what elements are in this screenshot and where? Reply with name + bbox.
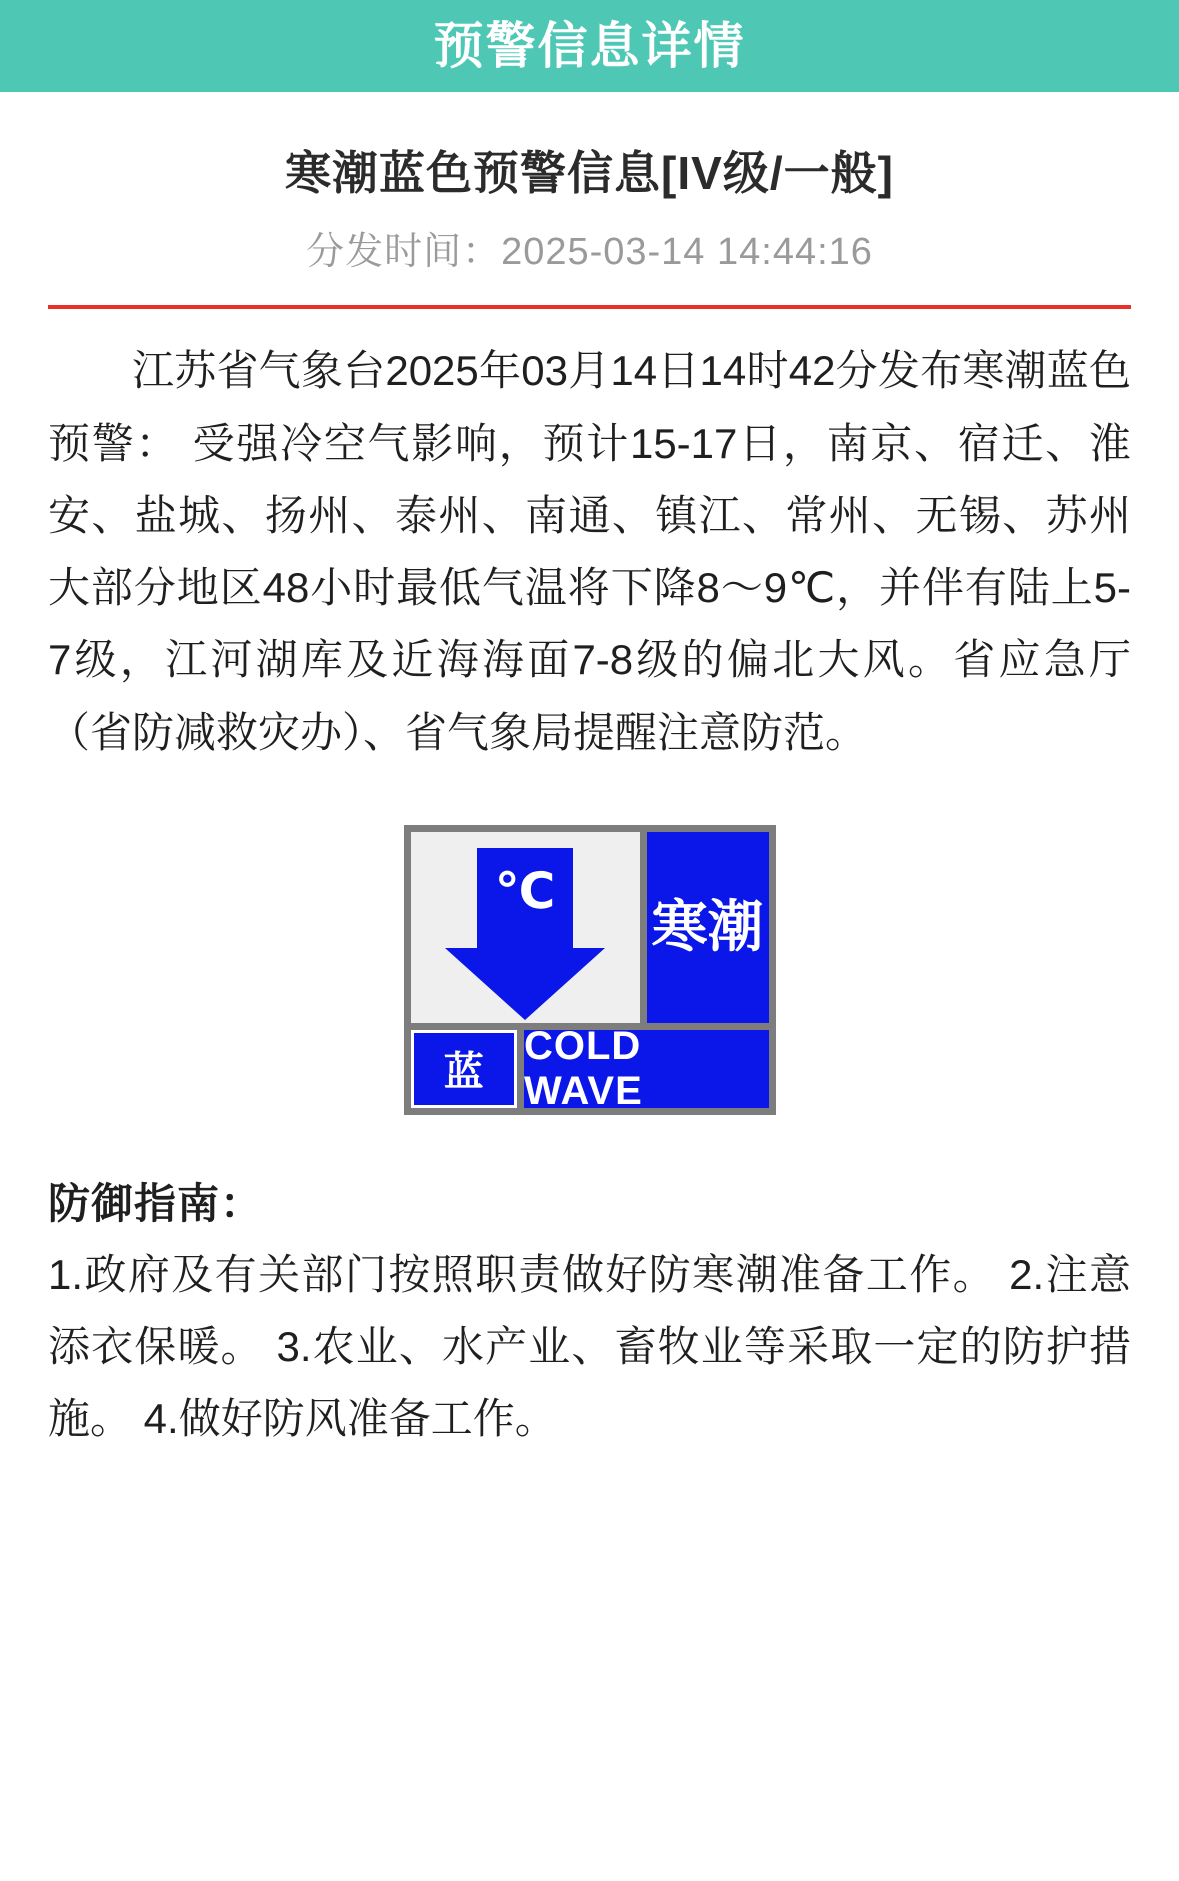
divider — [48, 305, 1131, 309]
arrow-head — [445, 948, 605, 1020]
page-title: 预警信息详情 — [433, 18, 746, 74]
sign-level-label: 蓝 — [411, 1030, 517, 1108]
cold-wave-warning-sign — [48, 825, 1131, 1115]
alert-detail-content — [0, 144, 1179, 1496]
warning-sign-bottom-row — [411, 1023, 769, 1113]
sign-chinese-label: 寒潮 — [647, 832, 769, 1023]
warning-sign-frame — [404, 825, 776, 1115]
alert-title: 寒潮蓝色预警信息[IV级/一般] — [285, 147, 894, 199]
issue-time: 分发时间：2025-03-14 14:44:16 — [306, 230, 873, 273]
celsius-label: ℃ — [494, 862, 556, 919]
guide-text: 1.政府及有关部门按照职责做好防寒潮准备工作。 2.注意添衣保暖。 3.农业、水产业、畜牧业等采取一定的防护措施。 4.做好防风准备工作。 — [48, 1250, 1131, 1443]
sign-english-label: COLD WAVE — [524, 1030, 769, 1108]
warning-sign-top-row — [411, 832, 769, 1023]
alert-body-text: 江苏省气象台2025年03月14日14时42分发布寒潮蓝色预警： 受强冷空气影响，预计15-17日，南京、宿迁、淮安、盐城、扬州、泰州、南通、镇江、常州、无锡、苏州大部分地区48小时最低气温将下降8～9℃，并伴有陆上5-7级，江河湖库及近海海面7-8级的偏北大风。省应急厅（省防减救灾办）、省气象局提醒注意防范。 — [48, 347, 1131, 756]
temperature-drop-arrow-icon — [411, 832, 640, 1023]
page-header — [0, 0, 1179, 92]
guide-title: 防御指南： — [48, 1179, 264, 1227]
